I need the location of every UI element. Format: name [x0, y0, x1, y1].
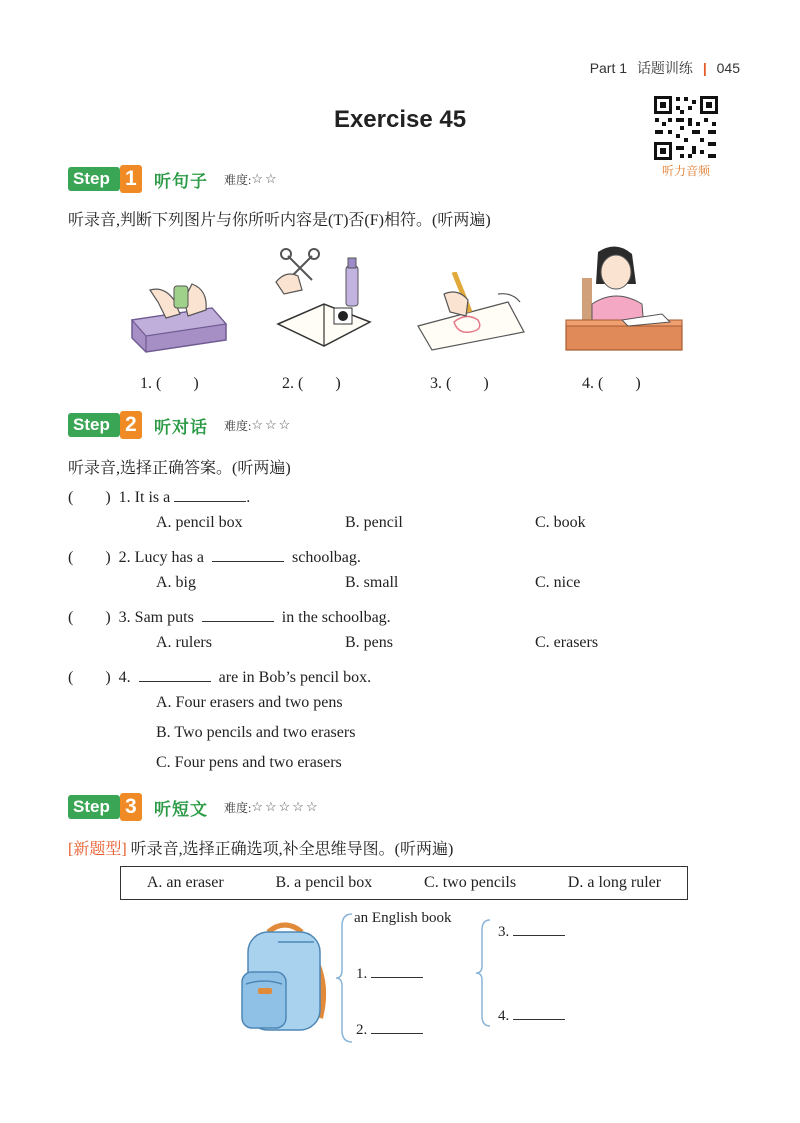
- step2-stars: ☆☆☆: [251, 417, 293, 432]
- question-text: 2. Lucy has a: [118, 549, 204, 566]
- mind-map-brace-left: [336, 912, 356, 1044]
- step1-answer-3[interactable]: 3. ( ): [430, 375, 489, 392]
- item-number: 4.: [498, 1008, 510, 1024]
- step2-word: Step: [73, 415, 110, 434]
- qr-label: 听力音频: [661, 164, 710, 178]
- mind-map-item-2: [356, 1022, 423, 1039]
- question-text: 3. Sam puts: [118, 609, 194, 626]
- q1-option-a: A. pencil box: [156, 514, 243, 531]
- step1-answer-1[interactable]: 1. ( ): [140, 375, 199, 392]
- step2-difficulty-label: 难度:: [224, 418, 252, 433]
- answer-blank[interactable]: [202, 621, 274, 622]
- item-number: 2.: [356, 1022, 368, 1038]
- step3-number: 3: [125, 795, 137, 818]
- part-label: Part 1: [589, 60, 628, 76]
- step2-instruction: 听录音,选择正确答案。(听两遍): [68, 460, 291, 477]
- choice-a: A. an eraser: [146, 874, 224, 891]
- step3-instruction: 听录音,选择正确选项,补全思维导图。(听两遍): [130, 841, 454, 858]
- step2-question-2: [68, 544, 361, 567]
- page-number: 045: [716, 60, 740, 76]
- step1-header: [68, 166, 279, 192]
- step1-difficulty-label: 难度:: [224, 172, 252, 187]
- answer-paren[interactable]: ( ): [68, 549, 111, 566]
- q1-option-c: C. book: [535, 514, 586, 531]
- step2-question-3: [68, 604, 391, 627]
- item-number: 1.: [356, 966, 368, 982]
- question-text-end: .: [246, 489, 251, 506]
- mind-map-brace-right: [476, 918, 492, 1028]
- step2-badge: [68, 411, 144, 439]
- step1-instruction: 听录音,判断下列图片与你所听内容是(T)否(F)相符。(听两遍): [68, 212, 491, 229]
- question-text: 4.: [118, 669, 131, 686]
- question-text-end: in the schoolbag.: [281, 609, 391, 626]
- answer-blank[interactable]: [212, 561, 284, 562]
- step2-question-1: [68, 484, 250, 507]
- step3-stars: ☆☆☆☆☆: [251, 799, 320, 814]
- mind-map-blank-3[interactable]: [513, 935, 565, 936]
- qr-code[interactable]: [652, 94, 720, 162]
- step3-difficulty-label: 难度:: [224, 800, 252, 815]
- choice-d: D. a long ruler: [567, 874, 662, 891]
- picture-2-book-scissors: [268, 246, 380, 356]
- q2-option-b: B. small: [345, 574, 399, 591]
- step1-heading: 听句子: [154, 171, 208, 191]
- q1-option-b: B. pencil: [345, 514, 403, 531]
- mind-map-item-4: [498, 1008, 565, 1025]
- picture-4-girl-writing: [562, 244, 686, 356]
- step1-word: Step: [73, 169, 110, 188]
- q4-option-a: A. Four erasers and two pens: [156, 694, 343, 711]
- step2-header: [68, 412, 292, 438]
- q3-option-a: A. rulers: [156, 634, 212, 651]
- page-title: Exercise 45: [333, 106, 467, 133]
- q4-option-c: C. Four pens and two erasers: [156, 754, 342, 771]
- mind-map-blank-4[interactable]: [513, 1019, 565, 1020]
- step2-number: 2: [125, 413, 137, 436]
- step3-heading: 听短文: [154, 799, 208, 819]
- running-head: [590, 58, 740, 78]
- mind-map-given: an English book: [354, 910, 452, 926]
- item-number: 3.: [498, 924, 510, 940]
- new-type-tag: [新题型]: [68, 841, 127, 858]
- q2-option-a: A. big: [156, 574, 196, 591]
- q3-option-b: B. pens: [345, 634, 393, 651]
- backpack-image: [238, 918, 332, 1034]
- mind-map-item-1: [356, 966, 423, 983]
- step2-question-4: [68, 664, 371, 687]
- picture-1-pencil-box: [122, 270, 232, 354]
- step2-heading: 听对话: [154, 417, 208, 437]
- step3-instruction-line: [68, 836, 453, 859]
- step3-badge: [68, 793, 144, 821]
- question-text-end: are in Bob’s pencil box.: [218, 669, 372, 686]
- header-divider: |: [702, 60, 707, 76]
- choice-b: B. a pencil box: [275, 874, 373, 891]
- step1-number: 1: [125, 167, 137, 190]
- step1-badge: [68, 165, 144, 193]
- picture-3-drawing: [414, 272, 528, 352]
- q3-option-c: C. erasers: [535, 634, 599, 651]
- step3-header: [68, 794, 320, 820]
- answer-paren[interactable]: ( ): [68, 669, 111, 686]
- answer-paren[interactable]: ( ): [68, 489, 111, 506]
- answer-blank[interactable]: [139, 681, 211, 682]
- step3-word: Step: [73, 797, 110, 816]
- answer-paren[interactable]: ( ): [68, 609, 111, 626]
- question-text: 1. It is a: [118, 489, 171, 506]
- mind-map-blank-2[interactable]: [371, 1033, 423, 1034]
- choices-box: [120, 866, 688, 900]
- mind-map-blank-1[interactable]: [371, 977, 423, 978]
- section-label: 话题训练: [636, 60, 693, 76]
- choice-c: C. two pencils: [424, 874, 517, 891]
- answer-blank[interactable]: [174, 501, 246, 502]
- step1-stars: ☆☆: [251, 171, 279, 186]
- q4-option-b: B. Two pencils and two erasers: [156, 724, 356, 741]
- mind-map-item-3: [498, 924, 565, 941]
- q2-option-c: C. nice: [535, 574, 581, 591]
- step1-answer-4[interactable]: 4. ( ): [582, 375, 641, 392]
- question-text-end: schoolbag.: [291, 549, 361, 566]
- step1-answer-2[interactable]: 2. ( ): [282, 375, 341, 392]
